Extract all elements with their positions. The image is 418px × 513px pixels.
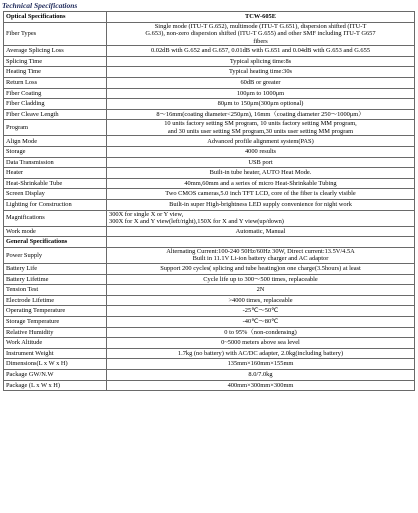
spec-value bbox=[107, 56, 415, 67]
spec-value-line: -40℃～80℃ bbox=[242, 318, 279, 325]
spec-value bbox=[107, 210, 415, 226]
spec-label: Work mode bbox=[4, 226, 107, 237]
spec-row bbox=[4, 327, 415, 338]
spec-label: Storage Temperature bbox=[4, 316, 107, 327]
spec-value-line: 135mm×160mm×155mm bbox=[227, 360, 294, 368]
spec-value-line: Built-in super High-brightness LED supply convenience for night work bbox=[169, 201, 352, 209]
spec-value bbox=[107, 22, 415, 46]
spec-row bbox=[4, 78, 415, 89]
spec-label: Return Loss bbox=[4, 78, 107, 89]
spec-label: Heat-Shrinkable Tube bbox=[4, 178, 107, 189]
spec-value-line: USB port bbox=[248, 158, 273, 166]
spec-value bbox=[107, 369, 415, 380]
spec-value-line: 4000 results bbox=[244, 148, 277, 156]
spec-label: Dimensions(L x W x H) bbox=[4, 359, 107, 370]
spec-value bbox=[107, 226, 415, 237]
spec-value bbox=[107, 359, 415, 370]
optical-section-header bbox=[4, 12, 415, 23]
spec-value bbox=[107, 78, 415, 89]
spec-row bbox=[4, 210, 415, 226]
spec-row bbox=[4, 359, 415, 370]
spec-row bbox=[4, 178, 415, 189]
model-name: TCW-605E bbox=[107, 12, 415, 23]
spec-row bbox=[4, 295, 415, 306]
spec-row bbox=[4, 247, 415, 263]
spec-value-line: Automatic, Manual bbox=[235, 227, 286, 235]
spec-value-line: Two CMOS cameras,5.0 inch TFT LCD, core of the fiber is clearly visible bbox=[165, 190, 356, 198]
spec-label: Screen Display bbox=[4, 189, 107, 200]
spec-value bbox=[107, 189, 415, 200]
spec-value bbox=[107, 247, 415, 263]
spec-value-line: -25℃～50℃ bbox=[242, 307, 279, 315]
spec-row bbox=[4, 56, 415, 67]
spec-value-line: 80μm to 150μm(300μm optional) bbox=[217, 100, 304, 108]
spec-row bbox=[4, 99, 415, 110]
spec-table-body bbox=[4, 12, 415, 391]
spec-value-line: 0.02dB with G.652 and G.657, 0.01dB with G.651 and 0.04dB with G.653 and G.655 bbox=[150, 47, 371, 55]
spec-row bbox=[4, 157, 415, 168]
spec-label: Fiber Coating bbox=[4, 88, 107, 99]
spec-label: Lighting for Construction bbox=[4, 200, 107, 211]
spec-table bbox=[3, 11, 415, 391]
spec-label: Package GW/N.W bbox=[4, 369, 107, 380]
spec-value-line: 2N bbox=[256, 286, 265, 294]
spec-value-line: >4000 times, replaceable bbox=[228, 296, 293, 304]
spec-value bbox=[107, 99, 415, 110]
spec-value-line: and 30 units user setting SM program,30 units user setting MM program bbox=[167, 127, 354, 135]
spec-value-line: Support 200 cycles( splicing and tube heating)on one charge(3.5hours) at least bbox=[160, 265, 361, 273]
spec-label: Power Supply bbox=[4, 247, 107, 263]
spec-value bbox=[107, 285, 415, 296]
spec-value-line: Typical splicing time:8s bbox=[229, 57, 292, 65]
spec-value-line: Built-in tube heater, AUTO Heat Mode. bbox=[209, 169, 312, 177]
spec-row bbox=[4, 147, 415, 158]
spec-row bbox=[4, 264, 415, 275]
spec-row bbox=[4, 46, 415, 57]
spec-value bbox=[107, 147, 415, 158]
spec-label: Fiber Cleave Length bbox=[4, 109, 107, 120]
spec-value-line: 100μm to 1000μm bbox=[236, 89, 285, 97]
spec-label: Splicing Time bbox=[4, 56, 107, 67]
spec-value bbox=[107, 338, 415, 349]
spec-value bbox=[107, 120, 415, 136]
spec-row bbox=[4, 348, 415, 359]
spec-row bbox=[4, 67, 415, 78]
spec-label: Tension Test bbox=[4, 285, 107, 296]
spec-label: Align Mode bbox=[4, 136, 107, 147]
spec-value bbox=[107, 327, 415, 338]
spec-value-line: Built in 11.1V Li-ion battery charger and AC adaptor bbox=[192, 255, 329, 263]
spec-value-line: 40mm,60mm and a series of micro Heat-Shrinkable Tubing bbox=[184, 179, 337, 187]
document-title: Technical Specifications bbox=[2, 1, 78, 10]
spec-label: Average Splicing Loss bbox=[4, 46, 107, 57]
spec-row bbox=[4, 88, 415, 99]
spec-row bbox=[4, 22, 415, 46]
spec-row bbox=[4, 189, 415, 200]
spec-value bbox=[107, 295, 415, 306]
spec-value bbox=[107, 109, 415, 120]
spec-label: Package (L x W x H) bbox=[4, 380, 107, 391]
spec-row bbox=[4, 306, 415, 317]
spec-value bbox=[107, 46, 415, 57]
spec-row bbox=[4, 109, 415, 120]
spec-label: Relative Humidity bbox=[4, 327, 107, 338]
spec-label: Operating Temperature bbox=[4, 306, 107, 317]
spec-row bbox=[4, 285, 415, 296]
spec-value bbox=[107, 67, 415, 78]
spec-row bbox=[4, 168, 415, 179]
spec-value-line: Advanced profile alignment system(PAS) bbox=[207, 137, 314, 145]
spec-row bbox=[4, 338, 415, 349]
spec-value-line: fibers bbox=[253, 37, 268, 45]
spec-row bbox=[4, 316, 415, 327]
general-section-label: General Specifications bbox=[4, 237, 107, 248]
spec-row bbox=[4, 380, 415, 391]
spec-value-line: 10 units factory setting SM program, 10 units factory setting MM program, bbox=[164, 120, 357, 128]
optical-section-label: Optical Specifications bbox=[4, 12, 107, 23]
spec-label: Fiber Types bbox=[4, 22, 107, 46]
spec-label: Program bbox=[4, 120, 107, 136]
spec-label: Fiber Cladding bbox=[4, 99, 107, 110]
spec-value bbox=[107, 168, 415, 179]
spec-label: Instrument Weight bbox=[4, 348, 107, 359]
spec-row bbox=[4, 274, 415, 285]
spec-value-line: G.653), non-zero dispersion shifted (ITU-T G.655) and other SMF including ITU-T G657 bbox=[145, 30, 376, 38]
spec-value bbox=[107, 178, 415, 189]
spec-value-line: 300X for X and Y view(left/right),150X for X and Y view(up/down) bbox=[109, 218, 284, 226]
spec-value bbox=[107, 136, 415, 147]
spec-row bbox=[4, 369, 415, 380]
spec-value bbox=[107, 157, 415, 168]
spec-row bbox=[4, 226, 415, 237]
spec-value bbox=[107, 264, 415, 275]
spec-value-line: 8～16mm(coating diameter<250μm), 16mm（coating diameter 250～1000μm） bbox=[156, 110, 365, 118]
spec-label: Electrode Lifetime bbox=[4, 295, 107, 306]
spec-label: Data Transmission bbox=[4, 157, 107, 168]
spec-value bbox=[107, 348, 415, 359]
spec-label: Storage bbox=[4, 147, 107, 158]
spec-value bbox=[107, 380, 415, 391]
spec-value bbox=[107, 306, 415, 317]
spec-row bbox=[4, 120, 415, 136]
spec-value bbox=[107, 274, 415, 285]
spec-value-line: 60dB or greater bbox=[240, 79, 281, 87]
spec-label: Heater bbox=[4, 168, 107, 179]
spec-label: Battery Life bbox=[4, 264, 107, 275]
spec-value bbox=[107, 316, 415, 327]
spec-value bbox=[107, 200, 415, 211]
spec-value-line: 400mm×300mm×300mm bbox=[227, 381, 294, 389]
spec-value-line: 0~5000 meters above sea level bbox=[221, 339, 300, 347]
spec-label: Battery Lifetime bbox=[4, 274, 107, 285]
spec-value bbox=[107, 88, 415, 99]
spec-value-line: Single mode (ITU-T G.652), multimode (ITU-T G.651), dispersion shifted (ITU-T bbox=[154, 22, 367, 30]
spec-row bbox=[4, 200, 415, 211]
spec-value-line: Alternating Current:100-240 50Hz/60Hz 30W, Direct current:13.5V/4.5A bbox=[166, 247, 355, 255]
general-section-blank bbox=[107, 237, 415, 248]
spec-row bbox=[4, 136, 415, 147]
spec-label: Magnifications bbox=[4, 210, 107, 226]
spec-value-line: 300X for single X or Y view, bbox=[109, 210, 184, 218]
spec-value-line: 1.7kg (no battery) with AC/DC adapter, 2.0kg(including battery) bbox=[177, 349, 344, 357]
spec-label: Work Altitude bbox=[4, 338, 107, 349]
spec-value-line: Typical heating time:30s bbox=[228, 68, 293, 76]
spec-value-line: Cycle life up to 300～500 times, replaceable bbox=[203, 275, 318, 283]
spec-value-line: 8.0/7.0kg bbox=[248, 370, 273, 378]
spec-label: Heating Time bbox=[4, 67, 107, 78]
general-section-header bbox=[4, 237, 415, 248]
spec-value-line: 0 to 95%（non-condensing) bbox=[224, 328, 297, 336]
